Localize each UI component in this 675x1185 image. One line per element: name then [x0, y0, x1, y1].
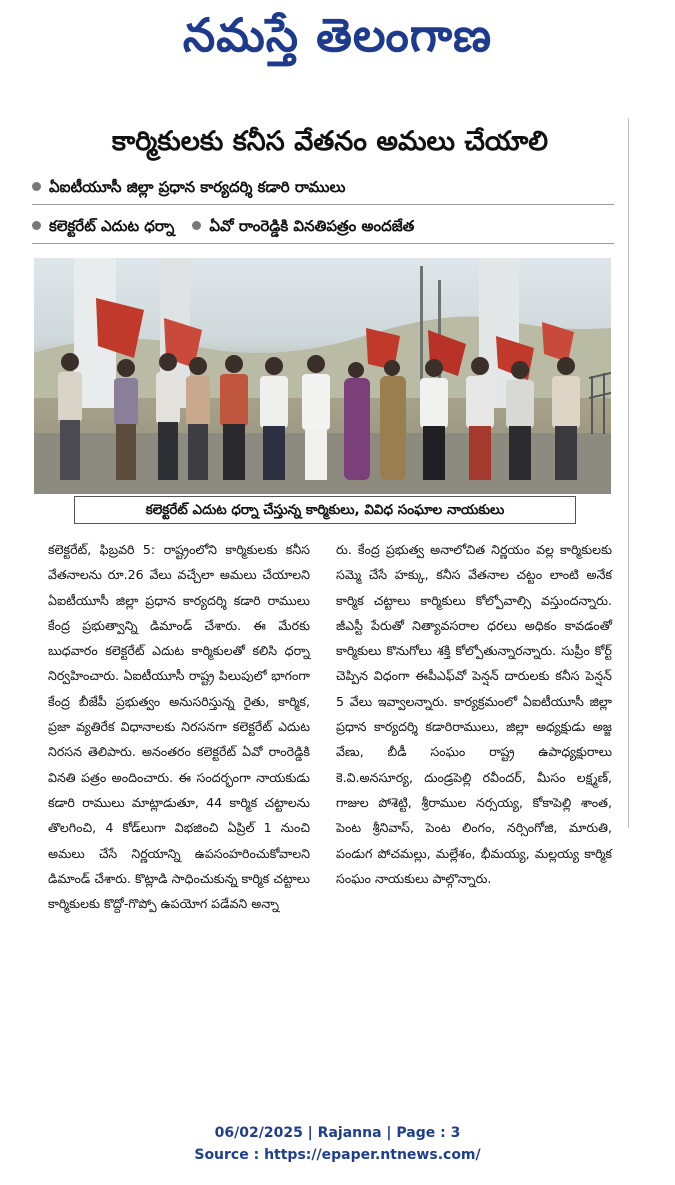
article-body-right-column: రు. కేంద్ర ప్రభుత్వ అనాలోచిత నిర్ణయం వల్ల కార్మికులకు సమ్మె చేసే హక్కు, కనీస వేతనాల చట్టం లాంటి అనేక కార్మిక చట్టాలు కార్మికులు కోల్పోవాల్సి వస్తుందన్నారు. జీఎస్టీ పేరుతో నిత్యావసరాల ధరలు అధికం కావడంతో కార్మికులు కొనుగోలు శక్తి కోల్పోతున్నారన్నారు. సుప్రీం కోర్ట్ చెప్పిన విధంగా ఈపీఎఫ్‌వో పెన్షన్ దారులకు కనీస పెన్షన్ 5 వేలు ఇవ్వాలన్నారు. కార్యక్రమంలో ఏఐటీయూసీ జిల్లా ప్రధాన కార్యదర్శి కడారిరాములు, జిల్లా అధ్యక్షుడు అజ్జ వేణు, బీడీ సంఘం రాష్ట్ర ఉపాధ్యక్షురాలు కె.వి.అనసూర్య, దుండ్రపెల్లి రవీందర్, మీసం లక్ష్మణ్, గాజుల పోశెట్టి, శ్రీరాముల నర్సయ్య, కోకాపెల్లి శాంత, పెంట శ్రీనివాస్, పెంట లింగం, నర్సింగోజి, మారుతి, పండుగ పోచమల్లు, మల్లేశం, భీమయ్య, మల్లయ్య కార్మిక సంఘం నాయకులు పాల్గొన్నారు. [336, 542, 612, 886]
subheadline-text: కలెక్టరేట్ ఎదుట ధర్నా [49, 217, 175, 235]
bullet-icon [32, 221, 41, 230]
subheadline-divider [32, 204, 614, 205]
subheadline-2 [32, 211, 414, 241]
article-photo [34, 258, 611, 494]
subheadline-text: ఏఐటీయూసీ జిల్లా ప్రధాన కార్యదర్శి కడారి రాములు [49, 178, 346, 196]
masthead-title: నమస్తే తెలంగాణ [182, 8, 493, 62]
protest-photo-illustration [34, 258, 611, 494]
subheadline-text: ఏవో రాంరెడ్డికి వినతిపత్రం అందజేత [209, 217, 415, 235]
bullet-icon [192, 221, 201, 230]
newspaper-masthead [0, 8, 675, 78]
article-headline: కార్మికులకు కనీస వేతనం అమలు చేయాలి [111, 126, 549, 157]
footer-source: Source : https://epaper.ntnews.com/ [194, 1147, 481, 1163]
subheadline-1 [32, 172, 345, 202]
photo-caption: కలెక్టరేట్ ఎదుట ధర్నా చేస్తున్న కార్మికులు, వివిధ సంఘాల నాయకులు [74, 496, 576, 524]
bullet-icon [32, 182, 41, 191]
article-body-left-column: కలెక్టరేట్, ఫిబ్రవరి 5: రాష్ట్రంలోని కార్మికులకు కనీస వేతనాలను రూ.26 వేలు వచ్చేలా అమలు చేయాలని ఏఐటీయూసీ జిల్లా ప్రధాన కార్యదర్శి కడారి రాములు కేంద్ర ప్రభుత్వాన్ని డిమాండ్ చేశారు. ఈ మేరకు బుధవారం కలెక్టరేట్ ఎదుట కార్మికులతో కలిసి ధర్నా నిర్వహించారు. ఏఐటీయూసీ రాష్ట్ర పిలుపులో భాగంగా కేంద్ర బీజేపీ ప్రభుత్వం అనుసరిస్తున్న రైతు, కార్మిక, ప్రజా వ్యతిరేక విధానాలకు నిరసనగా కలెక్టరేట్ ఎదుట నిరసన తెలిపారు. అనంతరం కలెక్టరేట్ ఏవో రాంరెడ్డికి వినతి పత్రం అందించారు. ఈ సందర్భంగా నాయకుడు కడారి రాములు మాట్లాడుతూ, 44 కార్మిక చట్టాలను తొలగించి, 4 కోడ్‌లుగా విభజించి ఏప్రిల్ 1 నుంచి అమలు చేసే నిర్ణయాన్ని ఉపసంహరించుకోవాలని డిమాండ్ చేశారు. కొట్లాడి సాధించుకున్న కార్మిక చట్టాలు కార్మికులకు కొద్దో-గొప్పో ఉపయోగ పడేవని అన్నా [48, 542, 310, 912]
subheadline-divider [32, 243, 614, 244]
column-divider [628, 118, 629, 828]
footer-meta: 06/02/2025 | Rajanna | Page : 3 [214, 1125, 461, 1141]
